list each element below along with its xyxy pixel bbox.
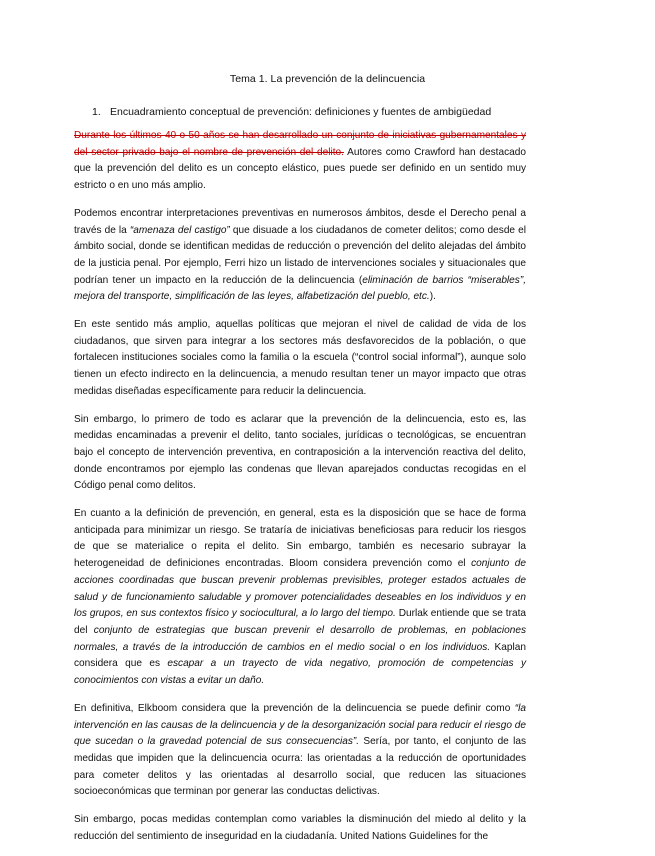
bloom-definition: conjunto de acciones coordinadas que buscan prevenir problemas previsibles, proteger estados actuales de salud y de funcionamiento saludable y promover potencialidades deseables en los individuos y en los grupos, en sus contextos físico y sociocultural, a lo largo del tiempo. (74, 558, 526, 620)
elkboom-definition: “la intervención en las causas de la delincuencia y de la desorganización social para reducir el riesgo de que sucedan o la gravedad potencial de sus consecuencias”. (74, 702, 526, 748)
paragraph-6-c: Sería, por tanto, el conjunto de las medidas que impiden que la delincuencia ocurra: las orientadas a la reducción de oportunidades para cometer delitos y las orientadas al desarrollo social, que reducen las situaciones socioeconómicas que terminan por generar las conductas delictivas. (74, 736, 526, 798)
section-heading-text: Encuadramiento conceptual de prevención: definiciones y fuentes de ambigüedad (110, 106, 492, 118)
paragraph-5 (74, 506, 526, 690)
paragraph-2-examples: eliminación de barrios “miserables”, mejora del transporte, simplificación de las leyes, alfabetización del pueblo, etc. (74, 274, 526, 303)
paragraph-6-a: En definitiva, Elkboom considera que la prevención de la delincuencia se puede definir como (74, 702, 515, 714)
section-heading (92, 106, 491, 118)
kaplan-definition: escapar a un trayecto de vida negativo, promoción de competencias y conocimientos con vistas a evitar un daño. (74, 658, 527, 687)
durlak-definition: conjunto de estrategias que buscan prevenir el desarrollo de problemas, en poblaciones normales, a través de la introducción de cambios en el medio social o en los individuos. (74, 624, 526, 653)
section-number: 1. (92, 106, 101, 118)
paragraph-1-rest: Autores como Crawford han destacado que la prevención del delito es un concepto elástico, pues puede ser definido en un sentido muy estricto o en uno más amplio. (74, 146, 526, 192)
paragraph-7: Sin embargo, pocas medidas contemplan como variables la disminución del miedo al delito y la reducción del sentimiento de inseguridad en la ciudadanía. United Nations Guidelines for the (74, 814, 526, 842)
paragraph-1 (74, 128, 526, 195)
struck-text: Durante los últimos 40 o 50 años se han desarrollado un conjunto de iniciativas gubernamentales y del sector privado bajo el nombre de prevención del delito. (74, 130, 526, 158)
paragraph-2-e: ). (429, 291, 436, 303)
paragraph-5-c: Durlak entiende que se trata del (74, 608, 526, 636)
paragraph-3: En este sentido más amplio, aquellas políticas que mejoran el nivel de calidad de vida de los ciudadanos, que sirven para integrar a los sectores más desfavorecidos de la población, o que fortalecen instituciones sociales como la familia o la escuela (“control social informal”), aunque solo tienen un efecto indirecto en la delincuencia, a menudo resultan tener un mayor impacto que otras medidas diseñadas específicamente para reducir la delincuencia. (74, 319, 526, 397)
paragraph-2-quote: “amenaza del castigo” (129, 224, 230, 236)
paragraph-6 (74, 701, 526, 801)
paragraph-5-e: Kaplan considera que es (74, 641, 526, 670)
paragraph-2-a: Podemos encontrar interpretaciones preventivas en numerosos ámbitos, desde el Derecho penal a través de la (74, 207, 526, 236)
paragraph-2 (74, 206, 526, 306)
paragraph-4: Sin embargo, lo primero de todo es aclarar que la prevención de la delincuencia, esto es, las medidas encaminadas a prevenir el delito, tanto sociales, jurídicas o tecnológicas, se encuentran bajo el concepto de intervención preventiva, en contraposición a la intervención reactiva del delito, donde encontramos por ejemplo las condenas que llevan aparejados conductas recogidas en el Código penal como delitos. (74, 413, 526, 492)
document-title: Tema 1. La prevención de la delincuencia (229, 73, 426, 85)
paragraph-2-c: que disuade a los ciudadanos de cometer delitos; como desde el ámbito social, donde se identifican medidas de reducción o prevención del delito alejadas del ámbito de la justicia penal. Por ejemplo, Ferri hizo un listado de intervenciones sociales y situacionales que podrían tener un impacto en la reducción de la delincuencia ( (74, 224, 527, 286)
paragraph-5-a: En cuanto a la definición de prevención, en general, esta es la disposición que se hace de forma anticipada para minimizar un riesgo. Se trataría de iniciativas beneficiosas para reducir los riesgos de que se materialice o repita el delito. Sin embargo, también es necesario subrayar la heterogeneidad de definiciones encontradas. Bloom considera prevención como el (74, 508, 526, 570)
body-text (74, 128, 526, 856)
